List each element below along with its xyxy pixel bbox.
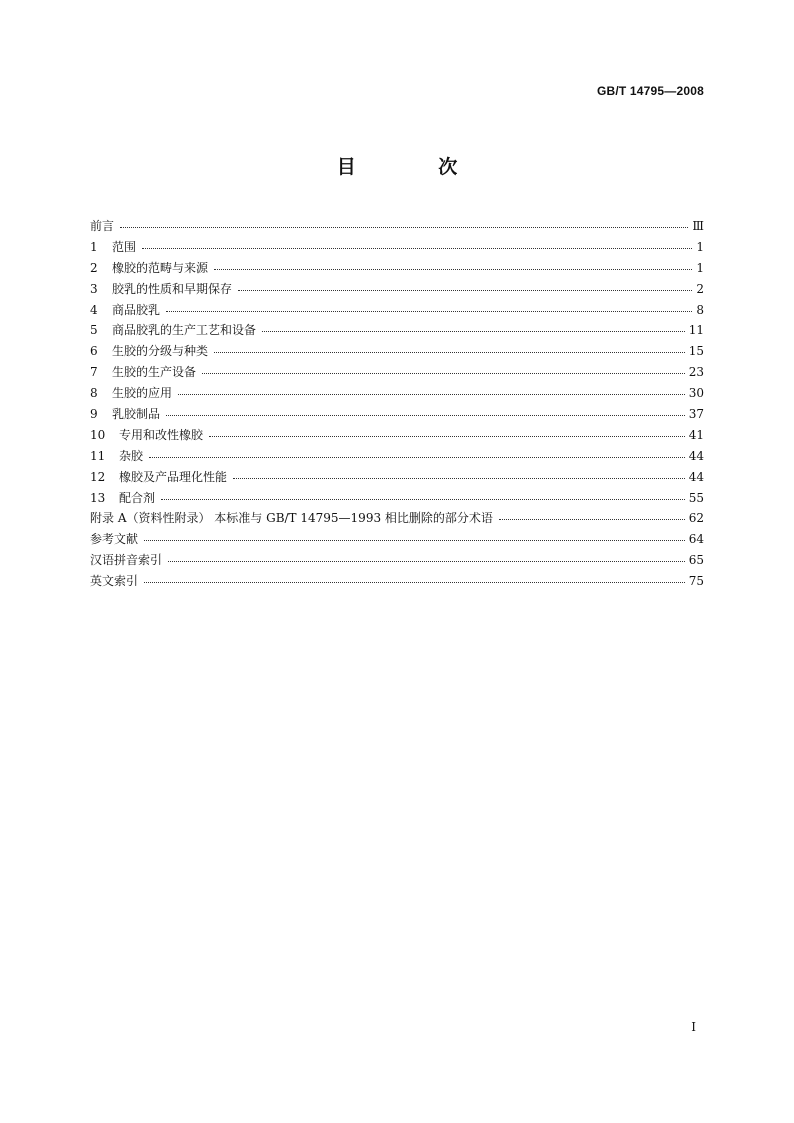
- toc-dot-leader: [120, 215, 688, 228]
- toc-entry[interactable]: [90, 216, 704, 237]
- toc-entry-label: 生胶的生产设备: [112, 365, 197, 380]
- toc-entry-label: 汉语拼音索引: [90, 553, 163, 568]
- toc-entry-label: 乳胶制品: [112, 407, 161, 422]
- toc-entry[interactable]: [90, 571, 704, 592]
- toc-entry-page: 2: [696, 281, 704, 296]
- toc-dot-leader: [166, 299, 692, 312]
- toc-entry-page: 65: [688, 553, 704, 568]
- toc-entry-label: 商品胶乳: [112, 302, 161, 317]
- toc-entry-page: 23: [688, 365, 704, 380]
- toc-entry[interactable]: [90, 341, 704, 362]
- toc-entry[interactable]: [90, 446, 704, 467]
- toc-entry-label: 生胶的分级与种类: [112, 344, 209, 359]
- toc-entry-label: 商品胶乳的生产工艺和设备: [112, 323, 257, 338]
- toc-entry-label: 英文索引: [90, 574, 139, 589]
- toc-entry-page: 75: [688, 574, 704, 589]
- toc-entry-page: 15: [688, 344, 704, 359]
- toc-entry-page: 8: [696, 302, 704, 317]
- toc-dot-leader: [262, 319, 685, 332]
- toc-entry-page: 55: [688, 490, 704, 505]
- table-of-contents: [90, 216, 704, 592]
- toc-entry-number: 4: [90, 302, 98, 317]
- toc-dot-leader: [233, 466, 685, 479]
- toc-entry-label: 橡胶的范畴与来源: [112, 260, 209, 275]
- toc-entry-page: 64: [688, 532, 704, 547]
- toc-dot-leader: [161, 487, 685, 500]
- toc-entry-page: 41: [688, 427, 704, 442]
- toc-entry[interactable]: [90, 383, 704, 404]
- standard-code: GB/T 14795—2008: [596, 84, 704, 98]
- toc-entry-page: 62: [688, 511, 704, 526]
- toc-dot-leader: [209, 424, 685, 437]
- toc-entry[interactable]: [90, 300, 704, 321]
- toc-entry-number: 7: [90, 365, 98, 380]
- toc-dot-leader: [142, 236, 692, 249]
- toc-entry-page: 44: [688, 469, 704, 484]
- toc-entry[interactable]: [90, 550, 704, 571]
- toc-entry-label: 生胶的应用: [112, 386, 173, 401]
- toc-entry-label: 橡胶及产品理化性能: [119, 469, 228, 484]
- toc-entry[interactable]: [90, 320, 704, 341]
- toc-entry-label: 前言: [90, 219, 115, 233]
- toc-entry-number: 12: [90, 469, 106, 484]
- toc-entry[interactable]: [90, 404, 704, 425]
- toc-entry-number: 8: [90, 386, 98, 401]
- toc-entry-page: 30: [688, 386, 704, 401]
- toc-entry-number: 9: [90, 407, 98, 422]
- toc-entry[interactable]: [90, 258, 704, 279]
- page-number: I: [691, 1020, 696, 1034]
- toc-entry-label: 杂胶: [119, 448, 144, 463]
- toc-dot-leader: [168, 549, 685, 562]
- toc-entry-page: 1: [696, 239, 704, 254]
- toc-entry-page: 1: [696, 260, 704, 275]
- toc-entry[interactable]: [90, 237, 704, 258]
- toc-entry-label: 专用和改性橡胶: [119, 427, 204, 442]
- toc-entry-number: 13: [90, 490, 106, 505]
- toc-entry-label: 附录 A（资料性附录） 本标准与 GB/T 14795—1993 相比删除的部分术语: [90, 511, 493, 526]
- toc-entry[interactable]: [90, 279, 704, 300]
- toc-entry[interactable]: [90, 529, 704, 550]
- toc-entry-label: 参考文献: [90, 532, 139, 547]
- toc-dot-leader: [144, 570, 685, 583]
- toc-entry-page: 11: [688, 323, 704, 338]
- toc-dot-leader: [238, 278, 692, 291]
- toc-entry[interactable]: [90, 488, 704, 509]
- toc-entry-page: Ⅲ: [692, 219, 704, 233]
- toc-entry-page: 44: [688, 448, 704, 463]
- toc-entry-page: 37: [688, 407, 704, 422]
- toc-dot-leader: [178, 382, 685, 395]
- toc-dot-leader: [149, 445, 685, 458]
- toc-entry-number: 1: [90, 239, 98, 254]
- page-title: 目 次: [336, 156, 496, 178]
- toc-dot-leader: [144, 528, 685, 541]
- toc-entry[interactable]: [90, 508, 704, 529]
- toc-dot-leader: [202, 361, 685, 374]
- toc-entry-number: 11: [90, 448, 106, 463]
- toc-entry-label: 范围: [112, 239, 137, 254]
- toc-entry-number: 10: [90, 427, 106, 442]
- toc-entry-number: 2: [90, 260, 98, 275]
- toc-dot-leader: [166, 403, 685, 416]
- toc-entry-number: 5: [90, 323, 98, 338]
- toc-dot-leader: [214, 340, 685, 353]
- toc-entry[interactable]: [90, 467, 704, 488]
- toc-entry-label: 配合剂: [119, 490, 156, 505]
- toc-entry-number: 6: [90, 344, 98, 359]
- toc-entry[interactable]: [90, 425, 704, 446]
- toc-entry[interactable]: [90, 362, 704, 383]
- toc-dot-leader: [214, 257, 692, 270]
- toc-entry-label: 胶乳的性质和早期保存: [112, 281, 233, 296]
- toc-dot-leader: [499, 507, 685, 520]
- toc-entry-number: 3: [90, 281, 98, 296]
